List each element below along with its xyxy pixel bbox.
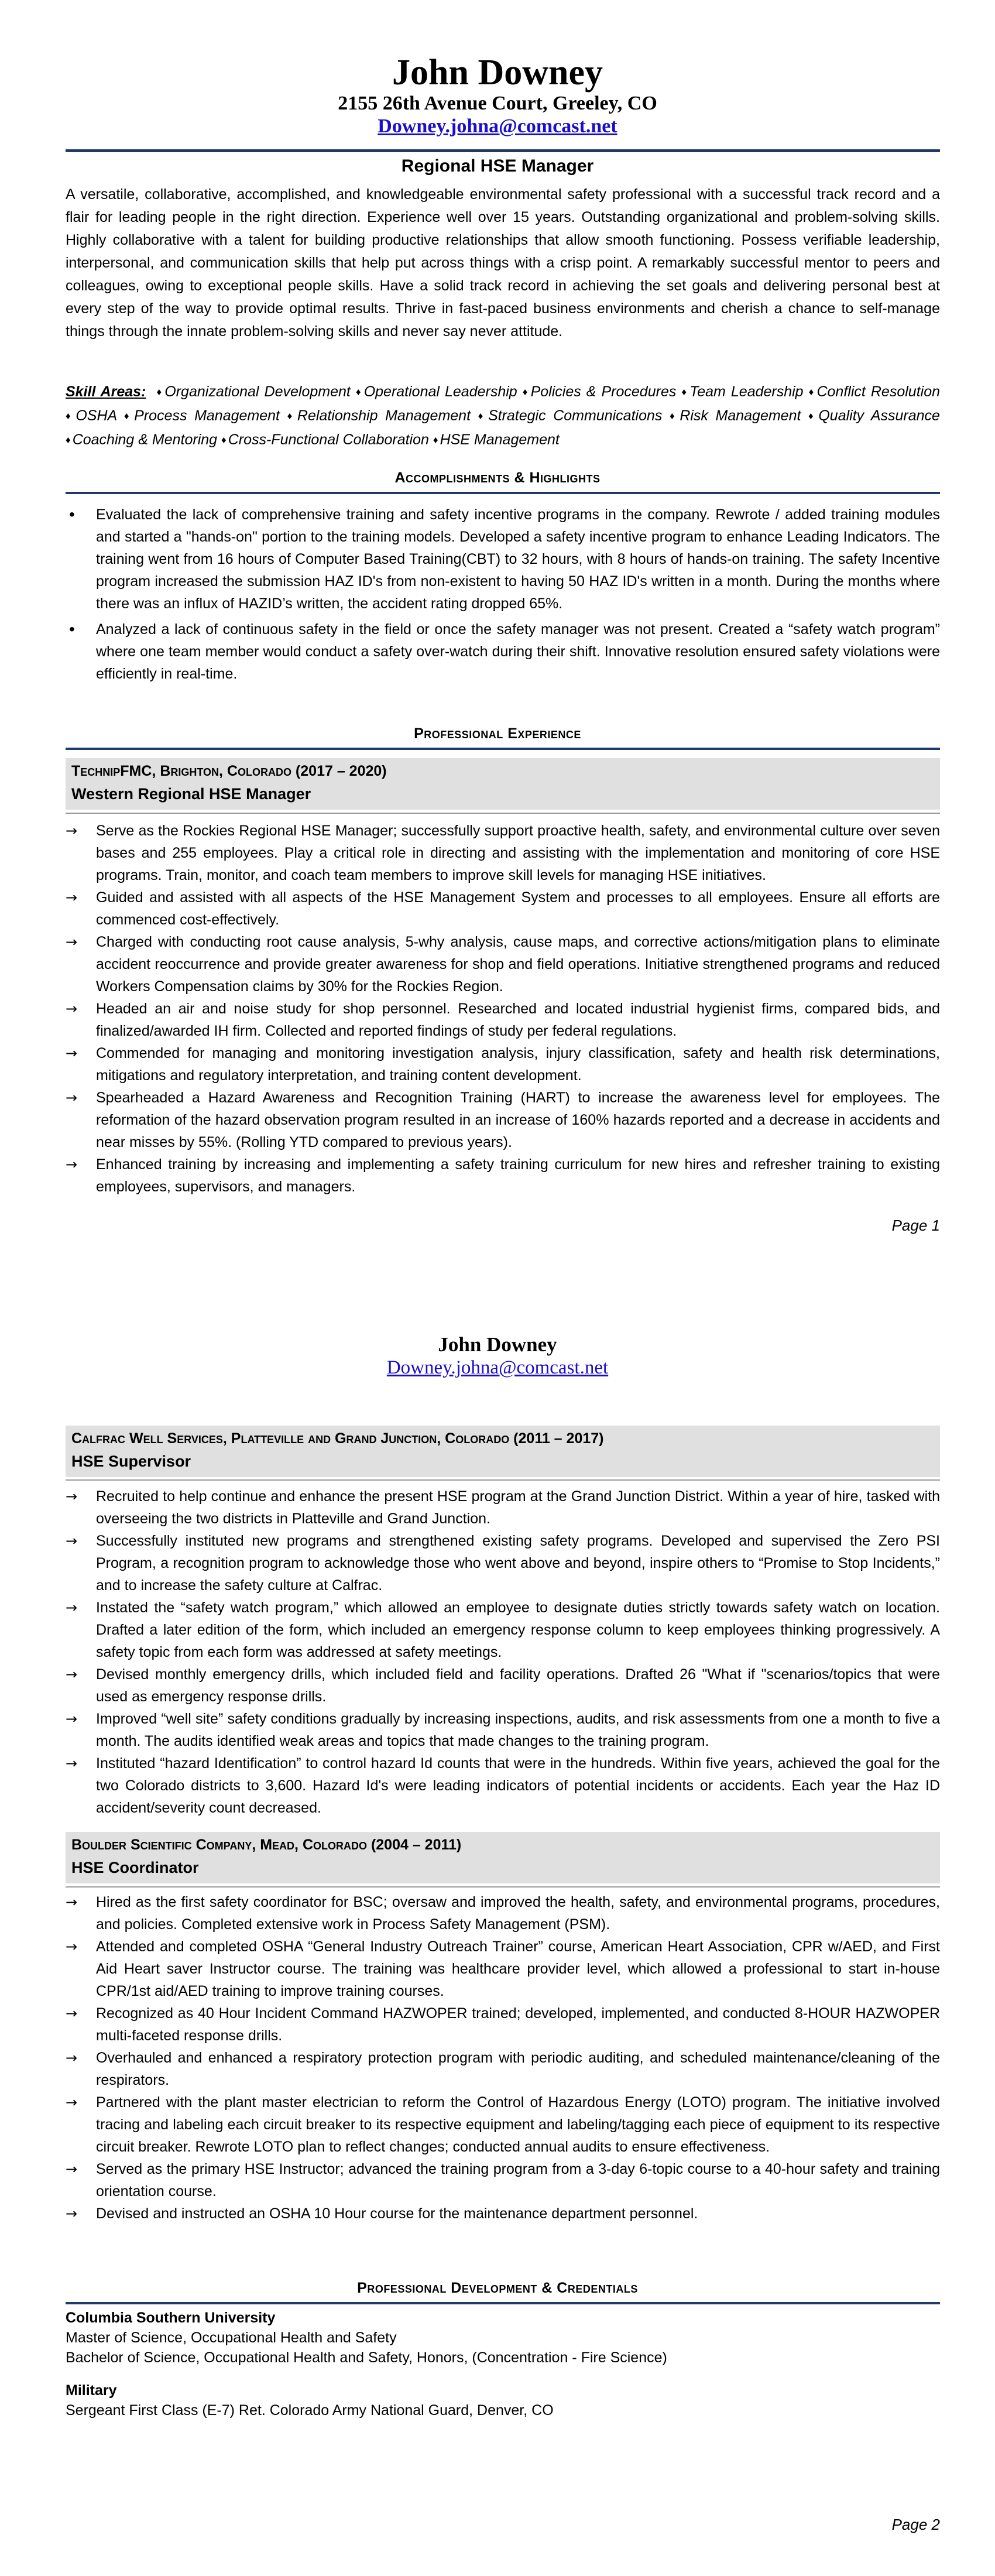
resume-header <box>0 54 995 138</box>
list-item: → Headed an air and noise study for shop personnel. Researched and located industrial hygienist firms, compared bids, and finalized/awarded IH firm. Collected and reported findings of study per federal regulations. <box>66 998 940 1042</box>
military-label: Military <box>66 2382 117 2399</box>
list-item: → Serve as the Rockies Regional HSE Manager; successfully support proactive health, safety, and environmental culture over seven bases and 255 employees. Play a critical role in directing and assisting with the implementation and monitoring of core HSE programs. Train, monitor, and coach team members to improve skill levels for managing HSE initiatives. <box>66 820 940 886</box>
skill-item: ♦ Coaching & Mentoring <box>66 431 217 448</box>
list-item: → Hired as the first safety coordinator for BSC; oversaw and improved the health, safety, and environmental programs, procedures, and policies. Completed extensive work in Process Safety Management (PSM). <box>66 1891 940 1936</box>
skill-item: ♦ OSHA <box>66 407 116 424</box>
accomplishments-list <box>66 503 940 688</box>
education-block <box>66 2308 940 2420</box>
skill-item: ♦ Organizational Development <box>156 383 350 400</box>
job-title: HSE Coordinator <box>71 1859 199 1876</box>
skill-item: ♦ Risk Management <box>670 407 801 424</box>
page2-candidate-name: John Downey <box>438 1333 557 1356</box>
skill-item: ♦ Cross-Functional Collaboration <box>221 431 429 448</box>
list-item: → Charged with conducting root cause analysis, 5-why analysis, cause maps, and corrective actions/mitigation plans to eliminate accident reoccurrence and provide greater awareness for shop and field operations. Initiative strengthened programs and reduced Workers Compensation claims by 30% for the Rockies Region. <box>66 931 940 998</box>
job-header-rule <box>66 1479 940 1481</box>
skill-areas <box>66 381 940 453</box>
list-item: → Successfully instituted new programs and strengthened existing safety programs. Developed and supervised the Zero PSI Program, a recognition program to acknowledge those who went above and beyond, inspire others to “Promise to Stop Incidents,” and to increase the safety culture at Calfrac. <box>66 1530 940 1597</box>
school-name: Columbia Southern University <box>66 2310 276 2326</box>
professional-summary: A versatile, collaborative, accomplished, and knowledgeable environmental safety professional with a successful track record and a flair for leading people in the right direction. Experience well over 15 years. Outstanding organizational and problem-solving skills. Highly collaborative with a talent for building productive relationships that allow smooth functioning. Possess verifiable leadership, interpersonal, and communication skills that help put across things with a crisp point. A remarkably successful mentor to peers and colleagues, owing to exceptional people skills. Have a solid track record in achieving the set goals and delivering personal best at every step of the way to provide optimal results. Thrive in fast-paced business environments and cherish a chance to self-manage things through the innate problem-solving skills and never say never attitude. <box>66 186 940 340</box>
job-header <box>66 758 940 810</box>
company-line: Calfrac Well Services, Platteville and Grand Junction, Colorado (2011 – 2017) <box>71 1430 604 1447</box>
list-item: → Devised and instructed an OSHA 10 Hour course for the maintenance department personnel. <box>66 2202 940 2225</box>
list-item: → Partnered with the plant master electrician to reform the Control of Hazardous Energy (LOTO) program. The initiative involved tracing and labeling each circuit breaker to its respective equipment and labeling/tagging each piece of equipment to its respective circuit breaker. Rewrote LOTO plan to reflect changes; conducted annual audits to ensure effectiveness. <box>66 2091 940 2158</box>
page-number: Page 1 <box>891 1217 940 1234</box>
page-number: Page 2 <box>891 2516 940 2533</box>
candidate-name: John Downey <box>392 53 603 93</box>
accomplishments-heading: Accomplishments & Highlights <box>394 470 601 486</box>
credentials-heading: Professional Development & Credentials <box>357 2280 638 2296</box>
skill-item: ♦ Process Management <box>124 407 280 424</box>
list-item: → Devised monthly emergency drills, which included field and facility operations. Drafted 26 "What if "scenarios/topics that were used as emergency response drills. <box>66 1663 940 1708</box>
skill-item: ♦ Policies & Procedures <box>523 383 677 400</box>
list-item: → Instated the “safety watch program,” which allowed an employee to designate duties strictly towards safety watch on location. Drafted a later edition of the form, which included an emergency response column to keep employees thinking progressively. A safety topic from each form was addressed at safety meetings. <box>66 1597 940 1663</box>
page2-email-link[interactable]: Downey.johna@comcast.net <box>386 1357 609 1378</box>
experience-heading: Professional Experience <box>414 725 581 742</box>
list-item: → Commended for managing and monitoring investigation analysis, injury classification, safety and health risk determinations, mitigations and regulatory interpretation, and training content development. <box>66 1042 940 1087</box>
header-divider <box>66 149 940 152</box>
accomplishments-divider <box>66 492 940 494</box>
skill-item: ♦ Conflict Resolution <box>809 383 940 400</box>
list-item: → Attended and completed OSHA “General Industry Outreach Trainer” course, American Heart Association, CPR w/AED, and First Aid Heart saver Instructor course. The training was healthcare provider level, which allowed a professional to start in-house CPR/1st aid/AED training to improve training courses. <box>66 1936 940 2002</box>
skill-item: ♦ Relationship Management <box>287 407 471 424</box>
candidate-address: 2155 26th Avenue Court, Greeley, CO <box>338 93 657 115</box>
credentials-divider <box>66 2302 940 2304</box>
job-bullets <box>66 820 940 1198</box>
list-item: • Analyzed a lack of continuous safety in the field or once the safety manager was not present. Created a “safety watch program” where one team member would conduct a safety over-watch during their shift. Innovative resolution ensured safety violations were efficiently in real-time. <box>66 618 940 685</box>
job-header <box>66 1426 940 1477</box>
skill-item: ♦ Quality Assurance <box>808 407 940 424</box>
job-header-rule <box>66 1886 940 1888</box>
experience-divider <box>66 748 940 750</box>
job-title: Western Regional HSE Manager <box>71 785 311 803</box>
skill-item: ♦ Team Leadership <box>681 383 803 400</box>
candidate-email-link[interactable]: Downey.johna@comcast.net <box>378 115 617 138</box>
skill-areas-label: Skill Areas: <box>66 383 146 400</box>
list-item: → Overhauled and enhanced a respiratory protection program with periodic auditing, and scheduled maintenance/cleaning of the respirators. <box>66 2047 940 2091</box>
list-item: → Recognized as 40 Hour Incident Command HAZWOPER trained; developed, implemented, and conducted 8-HOUR HAZWOPER multi-faceted response drills. <box>66 2002 940 2047</box>
degree-bachelors: Bachelor of Science, Occupational Health and Safety, Honors, (Concentration - Fire Science) <box>66 2349 667 2366</box>
list-item: • Evaluated the lack of comprehensive training and safety incentive programs in the company. Rewrote / added training modules and started a "hands-on" portion to the training models. Developed a safety incentive program to enhance Leading Indicators. The training went from 16 hours of Computer Based Training(CBT) to 32 hours, with 8 hours of hands-on training. The safety Incentive program increased the submission HAZ ID's from non-existent to having 50 HAZ ID's written in a month. During the months where there was an influx of HAZID’s written, the accident rating dropped 65%. <box>66 503 940 615</box>
list-item: → Improved “well site” safety conditions gradually by increasing inspections, audits, and risk assessments from one a month to five a month. The audits identified weak areas and topics that made changes to the training program. <box>66 1708 940 1752</box>
skill-item: ♦ HSE Management <box>433 431 560 448</box>
job-header <box>66 1832 940 1883</box>
military-service: Sergeant First Class (E-7) Ret. Colorado Army National Guard, Denver, CO <box>66 2402 554 2419</box>
job-title: HSE Supervisor <box>71 1453 191 1470</box>
skill-item: ♦ Operational Leadership <box>356 383 517 400</box>
skill-item: ♦ Strategic Communications <box>478 407 663 424</box>
job-bullets <box>66 1891 940 2225</box>
list-item: → Recruited to help continue and enhance the present HSE program at the Grand Junction District. Within a year of hire, tasked with overseeing the two districts in Platteville and Grand Junction. <box>66 1485 940 1530</box>
company-line: Boulder Scientific Company, Mead, Colorado (2004 – 2011) <box>71 1837 462 1853</box>
target-role-title: Regional HSE Manager <box>401 156 594 176</box>
list-item: → Instituted “hazard Identification” to control hazard Id counts that were in the hundreds. Within five years, achieved the goal for the two Colorado districts to 3,600. Hazard Id's were leading indicators of potential incidents or accidents. Each year the Haz ID accident/severity count decreased. <box>66 1752 940 1819</box>
list-item: → Served as the primary HSE Instructor; advanced the training program from a 3-day 6-topic course to a 40-hour safety and training orientation course. <box>66 2158 940 2202</box>
list-item: → Guided and assisted with all aspects of the HSE Management System and processes to all employees. Ensure all efforts are commenced cost-effectively. <box>66 886 940 931</box>
page2-header <box>0 1332 995 1379</box>
list-item: → Spearheaded a Hazard Awareness and Recognition Training (HART) to increase the awareness level for employees. The reformation of the hazard observation program resulted in an increase of 160% hazards reported and a decrease in accidents and near misses by 55%. (Rolling YTD compared to previous years). <box>66 1087 940 1153</box>
job-bullets <box>66 1485 940 1819</box>
company-line: TechnipFMC, Brighton, Colorado (2017 – 2020) <box>71 763 387 779</box>
degree-masters: Master of Science, Occupational Health and Safety <box>66 2330 397 2346</box>
job-header-rule <box>66 813 940 814</box>
list-item: → Enhanced training by increasing and implementing a safety training curriculum for new hires and refresher training to existing employees, supervisors, and managers. <box>66 1153 940 1198</box>
